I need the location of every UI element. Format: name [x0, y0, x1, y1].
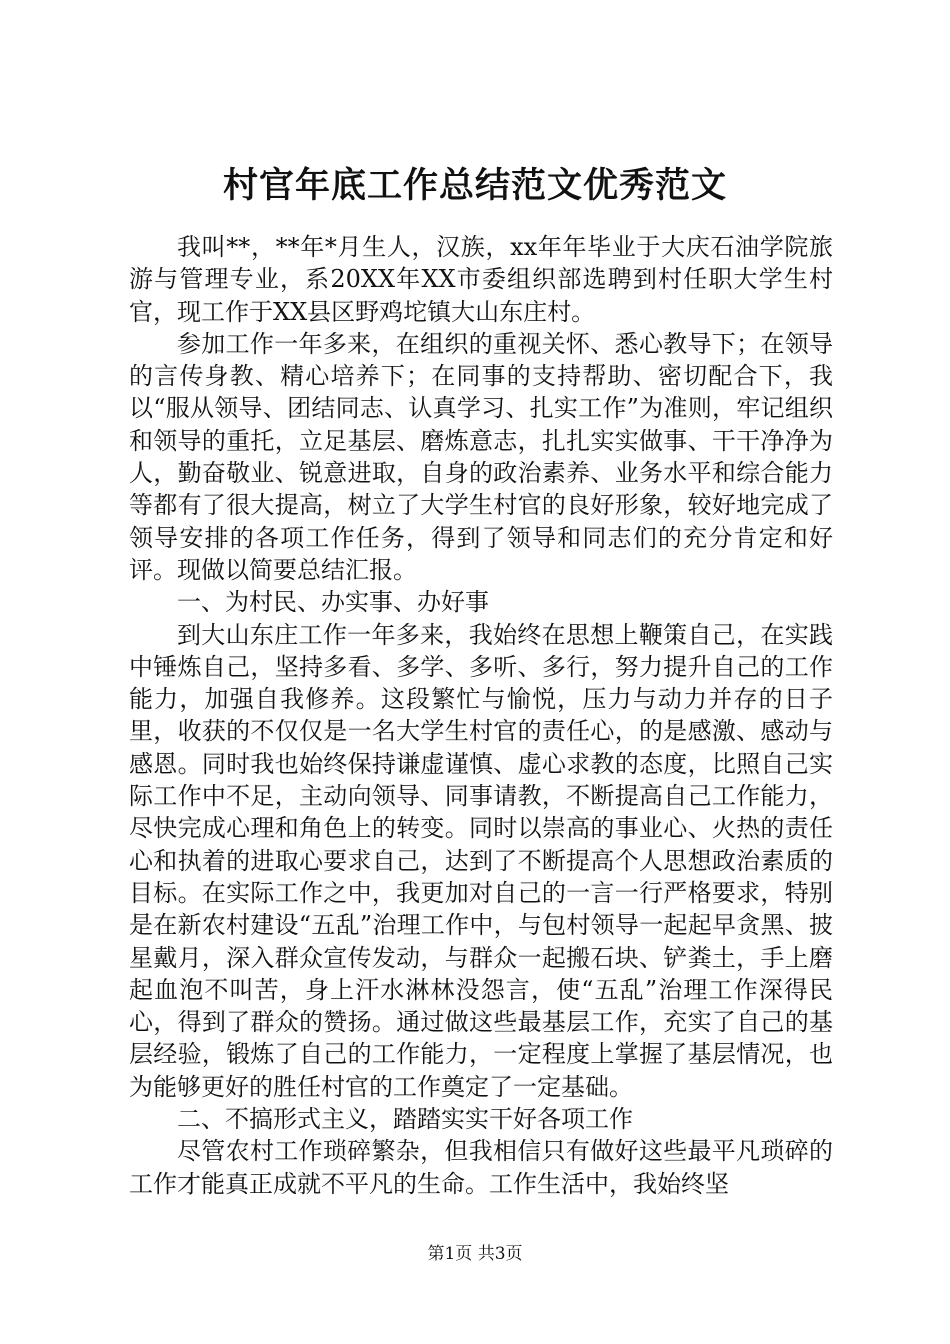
paragraph-section-2: 尽管农村工作琐碎繁杂，但我相信只有做好这些最平凡琐碎的工作才能真正成就不平凡的生命。工作生活中，我始终坚 — [129, 1137, 833, 1198]
document-body — [129, 231, 833, 1200]
paragraph-overview: 参加工作一年多来，在组织的重视关怀、悉心教导下；在领导的言传身教、精心培养下；在同事的支持帮助、密切配合下，我以“服从领导、团结同志、认真学习、扎实工作”为准则，牢记组织和领导的重托，立足基层、磨炼意志，扎扎实实做事、干干净净为人，勤奋敬业、锐意进取，自身的政治素养、业务水平和综合能力等都有了很大提高，树立了大学生村官的良好形象，较好地完成了领导安排的各项工作任务，得到了领导和同志们的充分肯定和好评。现做以简要总结汇报。 — [129, 329, 833, 584]
paragraph-section-1: 到大山东庄工作一年多来，我始终在思想上鞭策自己，在实践中锤炼自己，坚持多看、多学、多听、多行，努力提升自己的工作能力，加强自我修养。这段繁忙与愉悦，压力与动力并存的日子里，收获的不仅仅是一名大学生村官的责任心，的是感激、感动与感恩。同时我也始终保持谦虚谨慎、虚心求教的态度，比照自己实际工作中不足，主动向领导、同事请教，不断提高自己工作能力，尽快完成心理和角色上的转变。同时以崇高的事业心、火热的责任心和执着的进取心要求自己，达到了不断提高个人思想政治素质的目标。在实际工作之中，我更加对自己的一言一行严格要求，特别是在新农村建设“五乱”治理工作中，与包村领导一起起早贪黑、披星戴月，深入群众宣传发动，与群众一起搬石块、铲粪土，手上磨起血泡不叫苦，身上汗水淋林没怨言，使“五乱”治理工作深得民心，得到了群众的赞扬。通过做这些最基层工作，充实了自己的基层经验，锻炼了自己的工作能力，一定程度上掌握了基层情况，也为能够更好的胜任村官的工作奠定了一定基础。 — [129, 620, 833, 1101]
section-heading-1: 一、为村民、办实事、办好事 — [177, 588, 489, 617]
section-heading-2: 二、不搞形式主义，踏踏实实干好各项工作 — [177, 1105, 633, 1134]
document-title: 村官年底工作总结范文优秀范文 — [222, 165, 727, 206]
page-number-footer: 第1页 共3页 — [427, 1244, 523, 1264]
paragraph-intro: 我叫**，**年*月生人，汉族，xx年年毕业于大庆石油学院旅游与管理专业，系20XX年XX市委组织部选聘到村任职大学生村官，现工作于XX县区野鸡坨镇大山东庄村。 — [129, 233, 833, 326]
